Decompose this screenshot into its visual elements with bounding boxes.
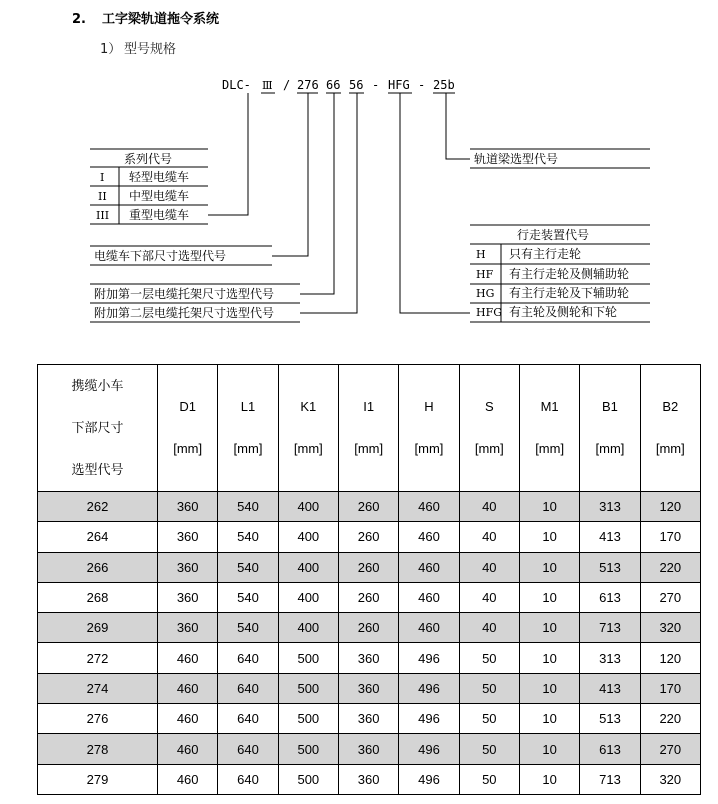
table-cell: 50 <box>459 673 519 703</box>
spec-header-h <box>399 365 459 492</box>
col-unit: [mm] <box>293 441 323 456</box>
rail-name-4: 有主轮及侧轮和下轮 <box>509 305 618 319</box>
table-cell: 360 <box>158 582 218 612</box>
table-cell: 360 <box>158 552 218 582</box>
table-cell: 50 <box>459 734 519 764</box>
table-cell: 413 <box>580 673 640 703</box>
row-code-cell: 268 <box>38 582 158 612</box>
col-name: S <box>484 399 494 414</box>
series-code-3: III <box>96 209 110 222</box>
table-cell: 460 <box>158 704 218 734</box>
rail-name-1: 只有主行走轮 <box>509 247 582 261</box>
leader-lines <box>208 93 470 313</box>
table-cell: 640 <box>218 673 278 703</box>
row-code-cell: 266 <box>38 552 158 582</box>
table-cell: 360 <box>338 643 398 673</box>
spec-header-line-2: 下部尺寸 <box>71 420 124 435</box>
table-cell: 400 <box>278 492 338 522</box>
series-name-1: 轻型电缆车 <box>129 170 190 184</box>
section-title: 工字梁轨道拖令系统 <box>102 12 220 27</box>
label-lower-size: 电缆车下部尺寸选型代号 <box>94 249 227 263</box>
table-cell: 540 <box>218 552 278 582</box>
model-code-diagram <box>0 0 718 340</box>
table-cell: 220 <box>640 704 700 734</box>
spec-header-s <box>459 365 519 492</box>
spec-header-b2 <box>640 365 700 492</box>
row-code-cell: 274 <box>38 673 158 703</box>
col-name: D1 <box>179 399 196 414</box>
col-unit: [mm] <box>354 441 384 456</box>
spec-header-line-1: 携缆小车 <box>71 378 124 393</box>
code-dash2: - <box>418 78 426 92</box>
table-cell: 460 <box>158 643 218 673</box>
rail-code-1: H <box>476 248 486 261</box>
table-cell: 540 <box>218 522 278 552</box>
col-name: B2 <box>662 399 679 414</box>
spec-header-i1 <box>338 365 398 492</box>
rail-code-2: HF <box>476 268 494 281</box>
col-unit: [mm] <box>233 441 263 456</box>
table-row <box>38 552 701 582</box>
series-code-2: II <box>98 190 107 203</box>
table-cell: 120 <box>640 643 700 673</box>
table-cell: 460 <box>399 522 459 552</box>
table-cell: 613 <box>580 734 640 764</box>
table-cell: 460 <box>399 552 459 582</box>
table-cell: 496 <box>399 764 459 794</box>
table-cell: 613 <box>580 582 640 612</box>
rail-code-4: HFG <box>476 306 503 319</box>
table-row <box>38 764 701 794</box>
subsection-number: 1） <box>100 42 122 57</box>
table-cell: 313 <box>580 492 640 522</box>
spec-header-m1 <box>519 365 579 492</box>
table-cell: 460 <box>158 764 218 794</box>
table-cell: 40 <box>459 582 519 612</box>
table-cell: 400 <box>278 522 338 552</box>
table-cell: 10 <box>519 734 579 764</box>
col-name: H <box>424 399 434 414</box>
table-cell: 360 <box>338 764 398 794</box>
table-cell: 50 <box>459 764 519 794</box>
table-cell: 40 <box>459 613 519 643</box>
table-cell: 120 <box>640 492 700 522</box>
spec-header-k1 <box>278 365 338 492</box>
table-cell: 496 <box>399 734 459 764</box>
col-unit: [mm] <box>655 441 685 456</box>
table-cell: 10 <box>519 582 579 612</box>
label-beam: 轨道梁选型代号 <box>474 152 559 166</box>
table-cell: 270 <box>640 582 700 612</box>
table-cell: 460 <box>158 673 218 703</box>
table-cell: 260 <box>338 492 398 522</box>
table-cell: 460 <box>399 582 459 612</box>
spec-header-row <box>38 365 701 492</box>
label-layer2: 附加第二层电缆托架尺寸选型代号 <box>94 306 275 320</box>
row-code-cell: 264 <box>38 522 158 552</box>
rail-table-header: 行走装置代号 <box>516 228 590 242</box>
col-name: B1 <box>602 399 618 414</box>
code-beam: 25b <box>433 78 455 92</box>
code-lower-size: 276 <box>297 78 319 92</box>
rail-name-2: 有主行走轮及侧辅助轮 <box>509 267 630 281</box>
table-cell: 540 <box>218 582 278 612</box>
code-dash1: - <box>372 78 380 92</box>
spec-header-line-3: 选型代号 <box>71 462 124 477</box>
row-code-cell: 269 <box>38 613 158 643</box>
series-table-header: 系列代号 <box>123 152 173 166</box>
table-cell: 360 <box>338 704 398 734</box>
table-row <box>38 643 701 673</box>
spec-header-l1 <box>218 365 278 492</box>
table-cell: 400 <box>278 552 338 582</box>
code-layer1: 66 <box>326 78 341 92</box>
row-code-cell: 279 <box>38 764 158 794</box>
table-cell: 10 <box>519 704 579 734</box>
spec-table <box>37 364 701 795</box>
table-cell: 513 <box>580 552 640 582</box>
col-unit: [mm] <box>173 441 203 456</box>
table-cell: 10 <box>519 492 579 522</box>
table-row <box>38 522 701 552</box>
table-cell: 640 <box>218 704 278 734</box>
table-cell: 360 <box>158 613 218 643</box>
table-cell: 170 <box>640 673 700 703</box>
col-name: I1 <box>363 399 375 414</box>
table-cell: 260 <box>338 613 398 643</box>
section-number: 2. <box>72 12 86 27</box>
table-cell: 10 <box>519 552 579 582</box>
spec-table-body <box>38 492 701 795</box>
table-cell: 500 <box>278 673 338 703</box>
table-cell: 10 <box>519 613 579 643</box>
spec-header-d1 <box>158 365 218 492</box>
table-cell: 360 <box>158 522 218 552</box>
table-cell: 460 <box>399 492 459 522</box>
table-row <box>38 673 701 703</box>
series-code-1: I <box>100 171 105 184</box>
table-cell: 220 <box>640 552 700 582</box>
table-cell: 10 <box>519 522 579 552</box>
table-cell: 460 <box>158 734 218 764</box>
col-name: M1 <box>540 399 559 414</box>
table-cell: 270 <box>640 734 700 764</box>
col-unit: [mm] <box>595 441 625 456</box>
code-series: Ⅲ <box>262 79 273 92</box>
table-cell: 360 <box>338 734 398 764</box>
table-cell: 500 <box>278 704 338 734</box>
table-cell: 40 <box>459 552 519 582</box>
table-cell: 50 <box>459 643 519 673</box>
table-cell: 496 <box>399 673 459 703</box>
table-cell: 260 <box>338 552 398 582</box>
rail-name-3: 有主行走轮及下辅助轮 <box>509 286 630 300</box>
col-unit: [mm] <box>474 441 504 456</box>
table-row <box>38 734 701 764</box>
table-cell: 10 <box>519 764 579 794</box>
spec-header-b1 <box>580 365 640 492</box>
row-code-cell: 262 <box>38 492 158 522</box>
table-cell: 40 <box>459 492 519 522</box>
code-rail: HFG <box>388 78 410 92</box>
table-cell: 360 <box>338 673 398 703</box>
table-cell: 513 <box>580 704 640 734</box>
subsection-title: 型号规格 <box>124 42 177 57</box>
spec-header-code <box>38 365 158 492</box>
table-cell: 500 <box>278 643 338 673</box>
table-cell: 400 <box>278 582 338 612</box>
table-row <box>38 613 701 643</box>
code-slash: / <box>283 78 291 92</box>
table-cell: 313 <box>580 643 640 673</box>
table-cell: 260 <box>338 522 398 552</box>
table-cell: 713 <box>580 764 640 794</box>
row-code-cell: 272 <box>38 643 158 673</box>
table-cell: 540 <box>218 492 278 522</box>
table-cell: 320 <box>640 613 700 643</box>
code-prefix: DLC- <box>222 78 251 92</box>
table-cell: 540 <box>218 613 278 643</box>
table-cell: 500 <box>278 734 338 764</box>
table-cell: 360 <box>158 492 218 522</box>
rail-code-3: HG <box>476 287 495 300</box>
col-name: L1 <box>240 399 256 414</box>
table-cell: 50 <box>459 704 519 734</box>
table-cell: 460 <box>399 613 459 643</box>
table-cell: 260 <box>338 582 398 612</box>
table-cell: 713 <box>580 613 640 643</box>
table-cell: 496 <box>399 643 459 673</box>
table-row <box>38 492 701 522</box>
table-cell: 640 <box>218 643 278 673</box>
table-cell: 40 <box>459 522 519 552</box>
table-cell: 320 <box>640 764 700 794</box>
row-code-cell: 276 <box>38 704 158 734</box>
series-name-2: 中型电缆车 <box>129 189 190 203</box>
col-unit: [mm] <box>414 441 444 456</box>
table-cell: 640 <box>218 764 278 794</box>
series-name-3: 重型电缆车 <box>129 208 190 222</box>
label-layer1: 附加第一层电缆托架尺寸选型代号 <box>94 287 275 301</box>
row-code-cell: 278 <box>38 734 158 764</box>
table-row <box>38 704 701 734</box>
table-cell: 170 <box>640 522 700 552</box>
table-cell: 400 <box>278 613 338 643</box>
table-cell: 10 <box>519 673 579 703</box>
table-cell: 496 <box>399 704 459 734</box>
table-row <box>38 582 701 612</box>
code-layer2: 56 <box>349 78 364 92</box>
table-cell: 500 <box>278 764 338 794</box>
table-cell: 413 <box>580 522 640 552</box>
table-cell: 10 <box>519 643 579 673</box>
table-cell: 640 <box>218 734 278 764</box>
col-name: K1 <box>300 399 317 414</box>
col-unit: [mm] <box>535 441 565 456</box>
